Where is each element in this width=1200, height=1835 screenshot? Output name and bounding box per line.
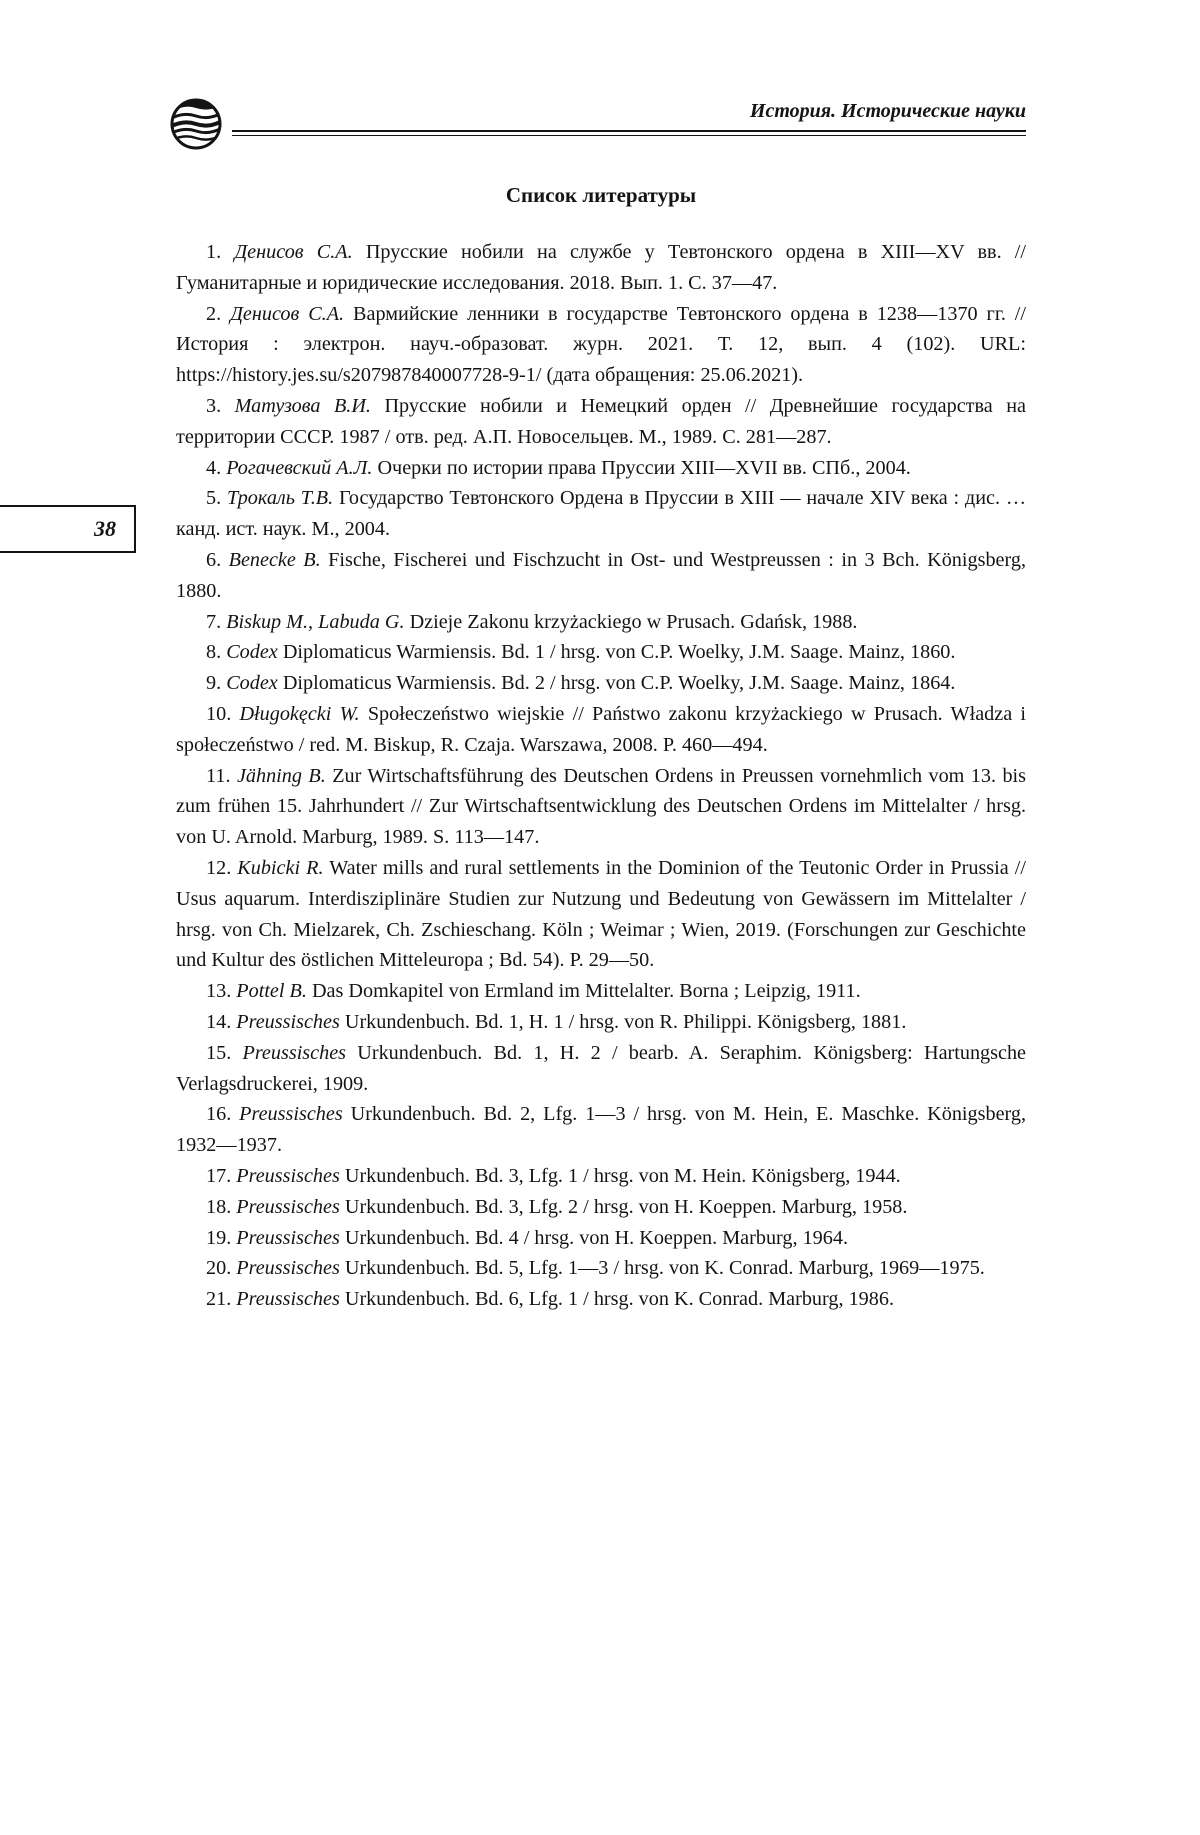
reference-text: Dzieje Zakonu krzyżackiego w Prusach. Gdańsk, 1988. <box>409 610 858 633</box>
reference-author: Preussisches <box>236 1010 340 1033</box>
reference-list <box>176 237 1026 1315</box>
reference-author: Preussisches <box>236 1257 340 1280</box>
reference-number: 16. <box>206 1103 232 1126</box>
reference-item <box>176 1007 1026 1038</box>
reference-item <box>176 976 1026 1007</box>
reference-item <box>176 545 1026 607</box>
reference-item <box>176 761 1026 853</box>
reference-author: Biskup M., Labuda G. <box>226 610 405 633</box>
page-number: 38 <box>94 516 116 541</box>
reference-author: Długokęcki W. <box>239 702 360 725</box>
reference-author: Preussisches <box>236 1288 340 1311</box>
reference-author: Рогачевский А.Л. <box>226 456 373 479</box>
reference-text: Water mills and rural settlements in the Dominion of the Teutonic Order in Prussia // Usus aquarum. Interdisziplinäre Studien zur Nutzung und Bedeutung von Gewässern im Mittelalter / hrsg. von Ch. Mielzarek, Ch. Zschieschang. Köln ; Weimar ; Wien, 2019. (Forschungen zur Geschichte und Kultur des östlichen Mitteleuropa ; Bd. 54). P. 29—50. <box>176 856 1026 972</box>
reference-item <box>176 391 1026 453</box>
reference-item <box>176 237 1026 299</box>
reference-author: Денисов С.А. <box>234 241 353 263</box>
reference-number: 2. <box>206 302 222 325</box>
reference-item <box>176 1099 1026 1161</box>
reference-author: Benecke B. <box>228 548 321 571</box>
reference-item <box>176 1284 1026 1315</box>
reference-text: Diplomaticus Warmiensis. Bd. 2 / hrsg. von C.P. Woelky, J.M. Saage. Mainz, 1864. <box>282 672 956 695</box>
reference-item <box>176 299 1026 391</box>
reference-text: Прусские нобили на службе у Тевтонского ордена в XIII—XV вв. // Гуманитарные и юридические исследования. 2018. Вып. 1. С. 37—47. <box>176 241 1027 294</box>
reference-author: Preussisches <box>236 1226 340 1249</box>
reference-number: 3. <box>206 394 222 417</box>
reference-text: Zur Wirtschaftsführung des Deutschen Ordens in Preussen vornehmlich vom 13. bis zum frühen 15. Jahrhundert // Zur Wirtschaftsentwicklung des Deutschen Ordens im Mittelalter / hrsg. von U. Arnold. Marburg, 1989. S. 113—147. <box>176 764 1027 849</box>
header-rule-thick <box>232 130 1026 132</box>
reference-number: 18. <box>206 1195 232 1218</box>
reference-item <box>176 637 1026 668</box>
reference-number: 4. <box>206 456 222 479</box>
reference-number: 1. <box>206 241 222 263</box>
reference-number: 8. <box>206 641 222 664</box>
page-header <box>170 96 1026 152</box>
reference-item <box>176 1223 1026 1254</box>
reference-author: Preussisches <box>236 1164 340 1187</box>
reference-text: Fische, Fischerei und Fischzucht in Ost- und Westpreussen : in 3 Bch. Königsberg, 1880. <box>176 548 1026 602</box>
reference-number: 7. <box>206 610 222 633</box>
reference-author: Pottel B. <box>236 980 307 1003</box>
reference-author: Preussisches <box>242 1041 347 1064</box>
reference-text: Diplomaticus Warmiensis. Bd. 1 / hrsg. von C.P. Woelky, J.M. Saage. Mainz, 1860. <box>282 641 956 664</box>
reference-author: Codex <box>226 641 278 664</box>
reference-text: Очерки по истории права Пруссии XIII—XVII вв. СПб., 2004. <box>377 456 911 479</box>
header-rule-thin <box>232 135 1026 136</box>
section-title: Список литературы <box>505 183 697 207</box>
reference-item <box>176 1192 1026 1223</box>
reference-text: Государство Тевтонского Ордена в Пруссии в XIII — начале XIV века : дис. … канд. ист. наук. М., 2004. <box>176 487 1027 541</box>
reference-number: 17. <box>206 1164 232 1187</box>
reference-item <box>176 453 1026 484</box>
reference-item <box>176 1253 1026 1284</box>
reference-text: Urkundenbuch. Bd. 5, Lfg. 1—3 / hrsg. von K. Conrad. Marburg, 1969—1975. <box>344 1257 985 1280</box>
reference-text: Społeczeństwo wiejskie // Państwo zakonu krzyżackiego w Prusach. Władza i społeczeństwo / red. M. Biskup, R. Czaja. Warszawa, 2008. P. 460—494. <box>176 702 1027 756</box>
reference-author: Jähning B. <box>236 764 326 787</box>
reference-author: Матузова В.И. <box>234 394 371 417</box>
page-number-tab <box>0 505 136 553</box>
journal-wave-logo-icon <box>170 96 236 152</box>
reference-text: Urkundenbuch. Bd. 3, Lfg. 2 / hrsg. von H. Koeppen. Marburg, 1958. <box>344 1195 908 1218</box>
reference-number: 10. <box>206 702 232 725</box>
reference-number: 5. <box>206 487 222 510</box>
reference-number: 20. <box>206 1257 232 1280</box>
reference-author: Kubicki R. <box>237 856 324 879</box>
reference-text: Das Domkapitel von Ermland im Mittelalter. Borna ; Leipzig, 1911. <box>311 980 861 1003</box>
reference-item <box>176 483 1026 545</box>
reference-item <box>176 1161 1026 1192</box>
reference-number: 14. <box>206 1010 232 1033</box>
reference-author: Preussisches <box>236 1195 340 1218</box>
reference-text: Urkundenbuch. Bd. 1, H. 1 / hrsg. von R. Philippi. Königsberg, 1881. <box>344 1010 907 1033</box>
reference-author: Preussisches <box>239 1103 343 1126</box>
reference-text: Прусские нобили и Немецкий орден // Древнейшие государства на территории СССР. 1987 / отв. ред. А.П. Новосельцев. М., 1989. С. 281—287. <box>176 394 1026 448</box>
reference-item <box>176 1038 1026 1100</box>
reference-item <box>176 607 1026 638</box>
reference-text: Urkundenbuch. Bd. 2, Lfg. 1—3 / hrsg. von M. Hein, E. Maschke. Königsberg, 1932—1937. <box>176 1103 1027 1157</box>
reference-item <box>176 699 1026 761</box>
reference-item <box>176 853 1026 976</box>
reference-number: 6. <box>206 548 222 571</box>
reference-author: Трокаль Т.В. <box>226 487 334 510</box>
reference-number: 13. <box>206 980 232 1003</box>
reference-number: 15. <box>206 1041 232 1064</box>
reference-text: Urkundenbuch. Bd. 3, Lfg. 1 / hrsg. von M. Hein. Königsberg, 1944. <box>344 1164 901 1187</box>
running-title: История. Исторические науки <box>749 100 1026 122</box>
reference-number: 21. <box>206 1288 232 1311</box>
reference-number: 12. <box>206 856 232 879</box>
reference-text: Urkundenbuch. Bd. 6, Lfg. 1 / hrsg. von K. Conrad. Marburg, 1986. <box>344 1288 894 1311</box>
reference-number: 11. <box>206 764 231 787</box>
reference-author: Денисов С.А. <box>230 302 345 325</box>
reference-text: Urkundenbuch. Bd. 1, H. 2 / bearb. A. Seraphim. Königsberg: Hartungsche Verlagsdruckerei, 1909. <box>176 1041 1027 1095</box>
reference-author: Codex <box>226 672 278 695</box>
reference-item <box>176 668 1026 699</box>
reference-number: 19. <box>206 1226 232 1249</box>
reference-text: Вармийские ленники в государстве Тевтонского ордена в 1238—1370 гг. // История : электрон. науч.-образоват. журн. 2021. Т. 12, вып. 4 (102). URL: https://history.jes.su/s207987840007728-9-1/ (дата обращения: 25.06.2021). <box>176 302 1027 387</box>
reference-text: Urkundenbuch. Bd. 4 / hrsg. von H. Koeppen. Marburg, 1964. <box>344 1226 849 1249</box>
reference-number: 9. <box>206 672 222 695</box>
